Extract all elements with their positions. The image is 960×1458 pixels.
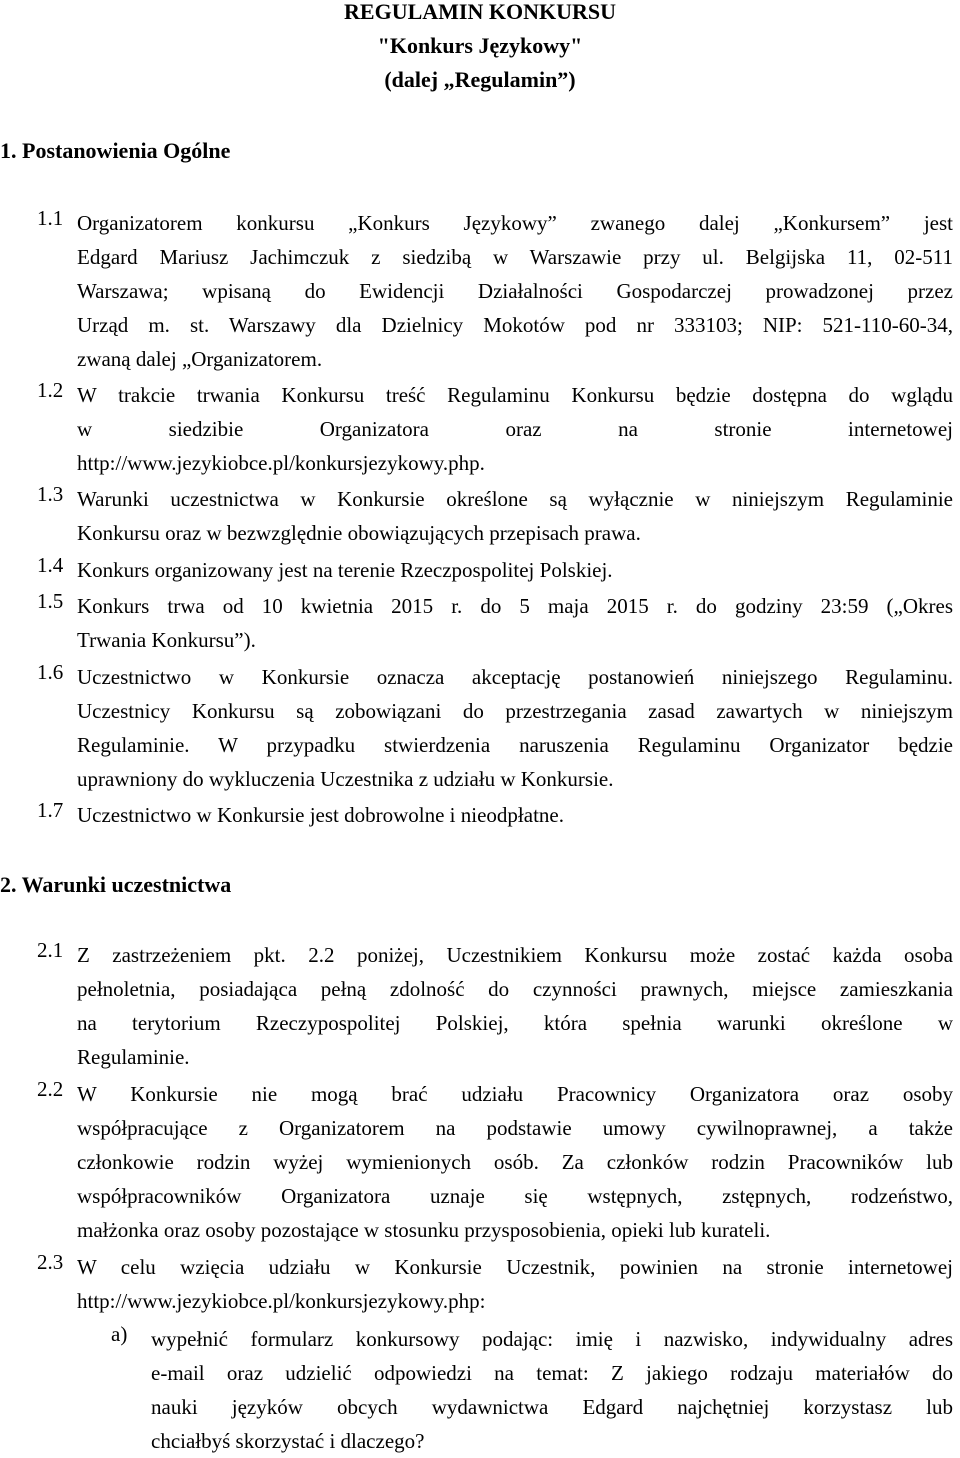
document-title: REGULAMIN KONKURSU — [344, 0, 616, 24]
item-number: 1.6 — [37, 660, 64, 684]
paragraph-line: W trakcie trwania Konkursu treść Regulaminu Konkursu będzie dostępna do wglądu — [77, 383, 953, 407]
item-number: 1.4 — [37, 553, 64, 577]
paragraph-line: Warszawa; wpisaną do Ewidencji Działalności Gospodarczej prowadzonej przez — [77, 279, 953, 303]
item-number: 1.2 — [37, 378, 64, 402]
paragraph-line: zwaną dalej „Organizatorem. — [77, 347, 323, 371]
paragraph-line: współpracujące z Organizatorem na podstawie umowy cywilnoprawnej, a także — [77, 1116, 953, 1140]
paragraph-line: W celu wzięcia udziału w Konkursie Uczestnik, powinien na stronie internetowej — [77, 1255, 953, 1279]
section-heading: 2. Warunki uczestnictwa — [0, 872, 232, 897]
item-number: 1.3 — [37, 482, 64, 506]
item-number: 1.1 — [37, 206, 64, 230]
paragraph-line: Regulaminie. W przypadku stwierdzenia naruszenia Regulaminu Organizator będzie — [77, 733, 953, 757]
paragraph-line: Konkurs organizowany jest na terenie Rzeczpospolitej Polskiej. — [77, 558, 613, 582]
paragraph-line: Uczestnictwo w Konkursie oznacza akceptację postanowień niniejszego Regulaminu. — [77, 665, 953, 689]
paragraph-line: na terytorium Rzeczypospolitej Polskiej, która spełnia warunki określone w — [77, 1011, 953, 1035]
paragraph-line: Regulaminie. — [77, 1045, 190, 1069]
paragraph-line: chciałbyś skorzystać i dlaczego? — [151, 1429, 425, 1453]
paragraph-line: pełnoletnia, posiadająca pełną zdolność do czynności prawnych, miejsce zamieszkania — [77, 977, 953, 1001]
document-subtitle-note: (dalej „Regulamin”) — [384, 67, 576, 92]
item-number: 2.1 — [37, 938, 64, 962]
paragraph-line: e-mail oraz udzielić odpowiedzi na temat: Z jakiego rodzaju materiałów do — [151, 1361, 953, 1385]
paragraph-line: Uczestnictwo w Konkursie jest dobrowolne i nieodpłatne. — [77, 803, 564, 827]
paragraph-line: Urząd m. st. Warszawy dla Dzielnicy Mokotów pod nr 333103; NIP: 521-110-60-34, — [77, 313, 953, 337]
section-heading: 1. Postanowienia Ogólne — [0, 138, 231, 163]
paragraph-line: małżonka oraz osoby pozostające w stosunku przysposobienia, opieki lub kurateli. — [77, 1218, 771, 1242]
document-subtitle: "Konkurs Językowy" — [377, 33, 583, 58]
paragraph-line: współpracowników Organizatora uznaje się wstępnych, zstępnych, rodzeństwo, — [77, 1184, 953, 1208]
paragraph-line: wypełnić formularz konkursowy podając: imię i nazwisko, indywidualny adres — [151, 1327, 953, 1351]
paragraph-line: Konkursu oraz w bezwzględnie obowiązujących przepisach prawa. — [77, 521, 641, 545]
paragraph-line: Trwania Konkursu”). — [77, 628, 256, 652]
item-number: 1.5 — [37, 589, 64, 613]
paragraph-line: nauki języków obcych wydawnictwa Edgard najchętniej korzystasz lub — [151, 1395, 953, 1419]
paragraph-line: w siedzibie Organizatora oraz na stronie internetowej — [77, 417, 953, 441]
paragraph-line: Uczestnicy Konkursu są zobowiązani do przestrzegania zasad zawartych w niniejszym — [77, 699, 953, 723]
paragraph-line: http://www.jezykiobce.pl/konkursjezykowy.php: — [77, 1289, 486, 1313]
item-number: 1.7 — [37, 798, 64, 822]
paragraph-line: W Konkursie nie mogą brać udziału Pracownicy Organizatora oraz osoby — [77, 1082, 953, 1106]
paragraph-line: uprawniony do wykluczenia Uczestnika z udziału w Konkursie. — [77, 767, 614, 791]
paragraph-line: Organizatorem konkursu „Konkurs Językowy” zwanego dalej „Konkursem” jest — [77, 211, 953, 235]
item-number: 2.2 — [37, 1077, 64, 1101]
paragraph-line: Warunki uczestnictwa w Konkursie określone są wyłącznie w niniejszym Regulaminie — [77, 487, 953, 511]
item-number: 2.3 — [37, 1250, 64, 1274]
subitem-marker: a) — [111, 1322, 128, 1346]
paragraph-line: członkowie rodzin wyżej wymienionych osób. Za członków rodzin Pracowników lub — [77, 1150, 953, 1174]
paragraph-line: Konkurs trwa od 10 kwietnia 2015 r. do 5 maja 2015 r. do godziny 23:59 („Okres — [77, 594, 953, 618]
paragraph-line: Edgard Mariusz Jachimczuk z siedzibą w Warszawie przy ul. Belgijska 11, 02-511 — [77, 245, 953, 269]
paragraph-line: http://www.jezykiobce.pl/konkursjezykowy.php. — [77, 451, 485, 475]
paragraph-line: Z zastrzeżeniem pkt. 2.2 poniżej, Uczestnikiem Konkursu może zostać każda osoba — [77, 943, 953, 967]
